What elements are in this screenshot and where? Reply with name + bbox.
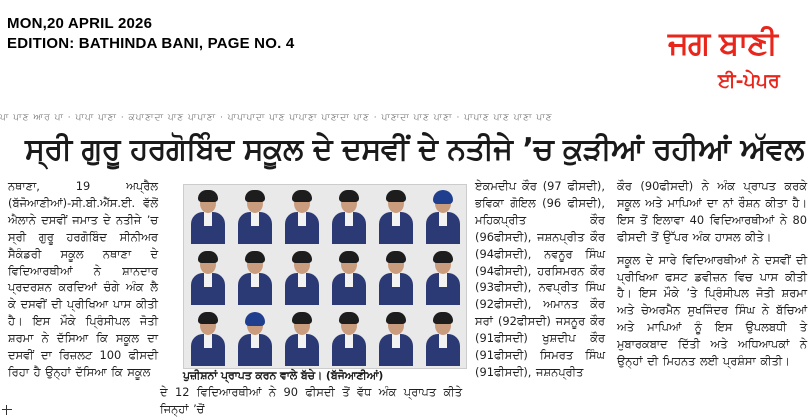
student-portrait bbox=[283, 312, 321, 366]
student-portrait bbox=[330, 190, 368, 244]
column-4-paragraph-2: ਸਕੂਲ ਦੇ ਸਾਰੇ ਵਿਦਿਆਰਥੀਆਂ ਨੇ ਦਸਵੀਂ ਦੀ ਪ੍ਰੀਖਿਆ ਫਸਟ ਡਵੀਜ਼ਨ ਵਿਚ ਪਾਸ ਕੀਤੀ ਹੈ। ਇਸ ਮੌਕੇ ’ਤੇ ਪ੍ਰਿੰਸੀਪਲ ਜੋਤੀ ਸ਼ਰਮਾ ਅਤੇ ਚੇਅਰਮੈਨ ਸੁਖਜਿੰਦਰ ਸਿੰਘ ਨੇ ਬੱਚਿਆਂ ਅਤੇ ਮਾਪਿਆਂ ਨੂੰ ਇਸ ਉਪਲਬਧੀ ਤੇ ਮੁਬਾਰਕਬਾਦ ਦਿੱਤੀ ਅਤੇ ਅਧਿਆਪਕਾਂ ਨੇ ਉਨ੍ਹਾਂ ਦੀ ਮਿਹਨਤ ਲਈ ਪ੍ਰਸ਼ੰਸਾ ਕੀਤੀ। bbox=[617, 252, 807, 369]
student-portrait bbox=[189, 190, 227, 244]
students-group-photo bbox=[183, 184, 467, 369]
student-portrait bbox=[236, 190, 274, 244]
student-portrait bbox=[424, 312, 462, 366]
article-column-4 bbox=[617, 178, 807, 370]
logo-main-text: ਜਗ ਬਾਣੀ bbox=[668, 24, 777, 62]
student-portrait bbox=[424, 251, 462, 305]
logo-sub-text: ਈ-ਪੇਪਰ bbox=[718, 70, 780, 92]
student-portrait bbox=[330, 312, 368, 366]
article-column-2-bottom: ਦੇ 12 ਵਿਦਿਆਰਥੀਆਂ ਨੇ 90 ਫੀਸਦੀ ਤੋਂ ਵੱਧ ਅੰਕ ਪ੍ਰਾਪਤ ਕੀਤੇ ਜਿਨ੍ਹਾਂ ’ਚੋਂ bbox=[160, 385, 462, 416]
clipped-previous-article-line: ਪਾ ਪਾਣ ਆਰ ਪਾ · ਪਾਪਾ ਪਾਣਾ · ਕਪਾਣਾਦਾ ਪਾਣ ਪਾਪਾਣਾ · ਪਾਪਾਪਾਦਾ ਪਾਣ ਪਾਪਾਣਾ ਪਾਣਾਦਾ ਪਾਣ · ਪਾਣਾਦਾ ਪਾਣ ਪਾਣਾ · ਪਾਪਾਣ ਪਾਣ ਪਾਣਾ ਪਾਣ bbox=[0, 113, 553, 123]
article-column-1: ਨਥਾਣਾ, 19 ਅਪ੍ਰੈਲ (ਬੱਜੋਆਣੀਆਂ)-ਸੀ.ਬੀ.ਐੱਸ.ਈ. ਵੱਲੋਂ ਐਲਾਨੇ ਦਸਵੀਂ ਜਮਾਤ ਦੇ ਨਤੀਜੇ ’ਚ ਸ੍ਰੀ ਗੁਰੂ ਹਰਗੋਬਿੰਦ ਸੀਨੀਅਰ ਸੈਕੰਡਰੀ ਸਕੂਲ ਨਥਾਣਾ ਦੇ ਵਿਦਿਆਰਥੀਆਂ ਨੇ ਸ਼ਾਨਦਾਰ ਪ੍ਰਦਰਸ਼ਨ ਕਰਦਿਆਂ ਚੰਗੇ ਅੰਕ ਲੈ ਕੇ ਦਸਵੀਂ ਦੀ ਪ੍ਰੀਖਿਆ ਪਾਸ ਕੀਤੀ ਹੈ। ਇਸ ਮੌਕੇ ਪ੍ਰਿੰਸੀਪਲ ਜੋਤੀ ਸ਼ਰਮਾ ਨੇ ਦੱਸਿਆ ਕਿ ਸਕੂਲ ਦਾ ਦਸਵੀਂ ਦਾ ਰਿਜ਼ਲਟ 100 ਫੀਸਦੀ ਰਿਹਾ ਹੈ ਉਨ੍ਹਾਂ ਦੱਸਿਆ ਕਿ ਸਕੂਲ bbox=[8, 179, 158, 379]
student-portrait bbox=[377, 190, 415, 244]
jagbani-logo[interactable] bbox=[668, 24, 788, 99]
article-column-3: ਏਕਮਦੀਪ ਕੌਰ (97 ਫੀਸਦੀ), ਭਵਿਕਾ ਗੋਇਲ (96 ਫੀਸਦੀ), ਮਹਿਕਪ੍ਰੀਤ ਕੌਰ (96ਫੀਸਦੀ), ਜਸ਼ਨਪ੍ਰੀਤ ਕੌਰ (94ਫੀਸਦੀ), ਨਵਨੂਰ ਸਿੰਘ (94ਫੀਸਦੀ), ਹਰਸਿਮਰਨ ਕੌਰ (93ਫੀਸਦੀ), ਨਵਪ੍ਰੀਤ ਸਿੰਘ (92ਫੀਸਦੀ), ਅਮਾਨਤ ਕੌਰ ਸਰਾਂ (92ਫੀਸਦੀ) ਜਸਨੂਰ ਕੌਰ (91ਫੀਸਦੀ) ਖੁਸ਼ਦੀਪ ਕੌਰ (91ਫੀਸਦੀ) ਸਿਮਰਤ ਸਿੰਘ (91ਫੀਸਦੀ), ਜਸ਼ਨਪ੍ਰੀਤ bbox=[475, 179, 605, 379]
student-portrait bbox=[189, 251, 227, 305]
student-portrait bbox=[424, 190, 462, 244]
column-4-paragraph-1: ਕੌਰ (90ਫੀਸਦੀ) ਨੇ ਅੰਕ ਪ੍ਰਾਪਤ ਕਰਕੇ ਸਕੂਲ ਅਤੇ ਮਾਪਿਆਂ ਦਾ ਨਾਂ ਰੌਸ਼ਨ ਕੀਤਾ ਹੈ। ਇਸ ਤੋਂ ਇਲਾਵਾ 40 ਵਿਦਿਆਰਥੀਆਂ ਨੇ 80 ਫੀਸਦੀ ਤੋਂ ਉੱਪਰ ਅੰਕ ਹਾਸਲ ਕੀਤੇ। bbox=[617, 179, 807, 244]
student-portrait bbox=[283, 190, 321, 244]
student-portrait bbox=[236, 312, 274, 366]
student-portrait bbox=[377, 312, 415, 366]
header-date: MON,20 APRIL 2026 bbox=[7, 15, 153, 32]
crosshair-cursor-icon bbox=[2, 405, 12, 415]
photo-caption: ਪੁਜ਼ੀਸ਼ਨਾਂ ਪ੍ਰਾਪਤ ਕਰਨ ਵਾਲੇ ਬੱਚੇ। (ਬੱਜੋਆਣੀਆਂ) bbox=[183, 369, 384, 382]
article-headline: ਸ੍ਰੀ ਗੁਰੂ ਹਰਗੋਬਿੰਦ ਸਕੂਲ ਦੇ ਦਸਵੀਂ ਦੇ ਨਤੀਜੇ ’ਚ ਕੁੜੀਆਂ ਰਹੀਆਂ ਅੱਵਲ bbox=[25, 132, 804, 167]
student-portrait bbox=[283, 251, 321, 305]
student-portrait bbox=[377, 251, 415, 305]
student-portrait bbox=[189, 312, 227, 366]
header-edition: EDITION: BATHINDA BANI, PAGE NO. 4 bbox=[7, 35, 295, 52]
student-portrait bbox=[236, 251, 274, 305]
student-portrait bbox=[330, 251, 368, 305]
